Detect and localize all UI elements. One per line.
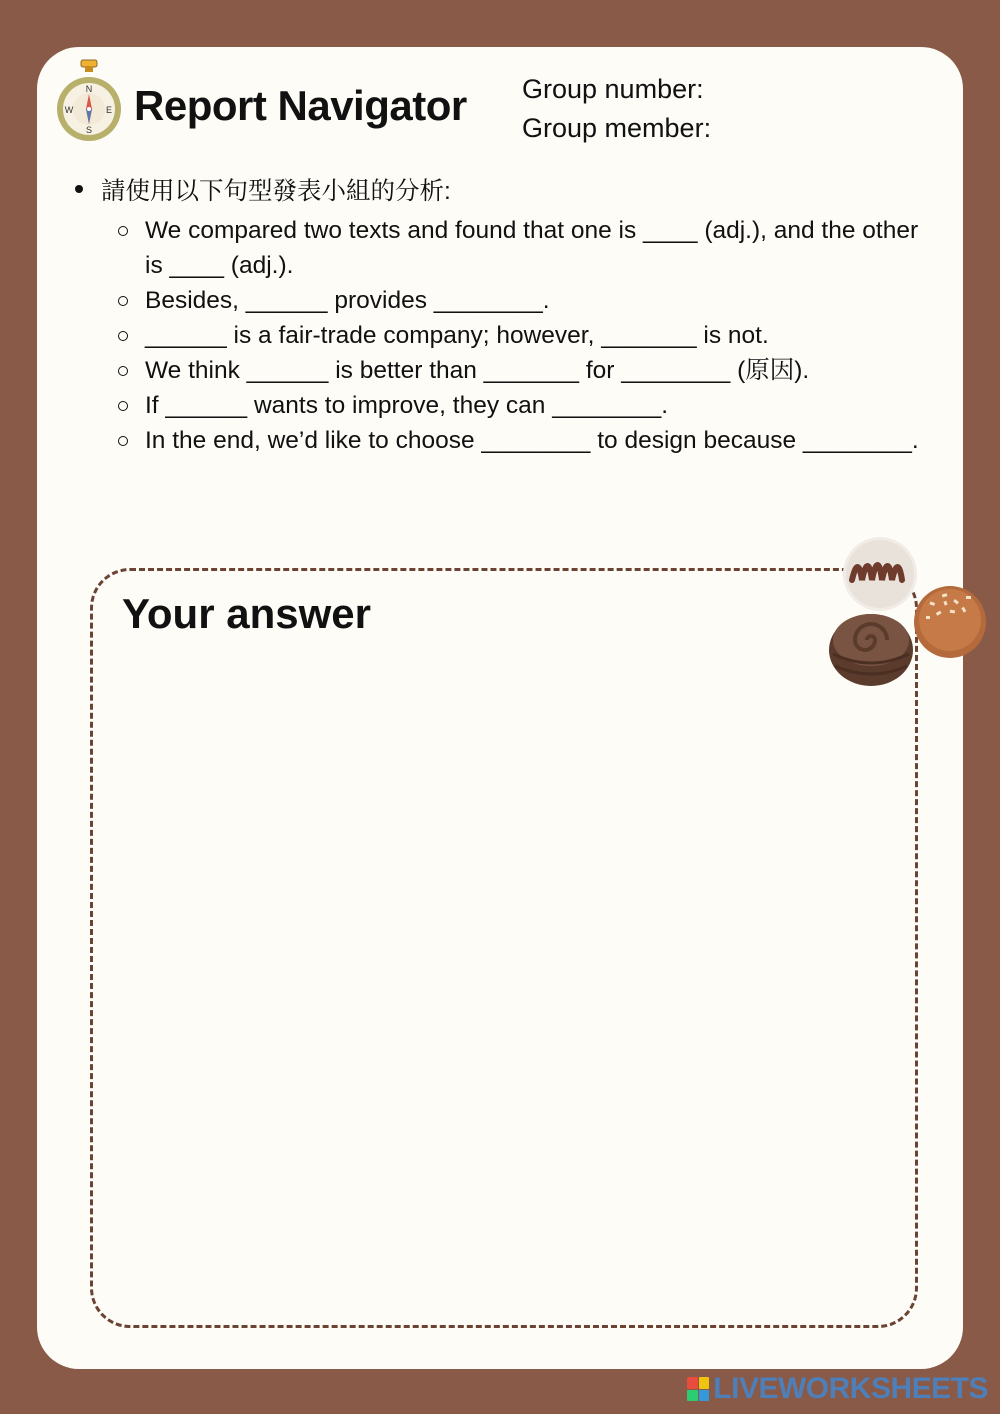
- sentence-text: ______ is a fair-trade company; however, _______ is not.: [145, 322, 769, 349]
- bullet-circle-icon: [118, 226, 128, 236]
- bullet-circle-icon: [118, 296, 128, 306]
- liveworksheets-logo: [687, 1372, 988, 1406]
- group-info: [522, 70, 711, 148]
- footer-brand: LIVEWORKSHEETS: [713, 1372, 988, 1405]
- compass-icon: [54, 58, 124, 142]
- answer-box[interactable]: [90, 568, 918, 1328]
- compass-s-label: S: [85, 125, 93, 135]
- page-title: Report Navigator: [134, 82, 467, 129]
- sentence-text: In the end, we’d like to choose ________ to design because ________.: [145, 427, 919, 454]
- sentence-item: [114, 318, 930, 353]
- sentence-list: [114, 213, 930, 458]
- chocolates-icon: [826, 536, 994, 690]
- bullet-dot-icon: [75, 185, 83, 193]
- sentence-item: [114, 388, 930, 423]
- compass-n-label: N: [85, 84, 93, 94]
- instructions-intro-item: [70, 172, 930, 207]
- compass-w-label: W: [64, 105, 74, 115]
- instructions: [70, 172, 930, 458]
- sentence-text: Besides, ______ provides ________.: [145, 287, 550, 314]
- sentence-text: If ______ wants to improve, they can ________.: [145, 392, 669, 419]
- bullet-circle-icon: [118, 331, 128, 341]
- sentence-text: We think ______ is better than _______ for ________ (原因).: [145, 357, 810, 384]
- liveworksheets-logo-icon: [687, 1377, 709, 1401]
- sentence-item: [114, 213, 930, 283]
- answer-title: Your answer: [122, 590, 371, 637]
- sentence-item: [114, 423, 930, 458]
- bullet-circle-icon: [118, 436, 128, 446]
- bullet-circle-icon: [118, 401, 128, 411]
- group-member-label: Group member:: [522, 113, 712, 143]
- sentence-item: [114, 283, 930, 318]
- instructions-intro: 請使用以下句型發表小組的分析:: [101, 178, 451, 205]
- sentence-item: [114, 353, 930, 388]
- compass-e-label: E: [105, 105, 113, 115]
- sentence-text: We compared two texts and found that one is ____ (adj.), and the other is ____ (adj.).: [145, 217, 919, 279]
- group-number-label: Group number:: [522, 74, 704, 104]
- bullet-circle-icon: [118, 366, 128, 376]
